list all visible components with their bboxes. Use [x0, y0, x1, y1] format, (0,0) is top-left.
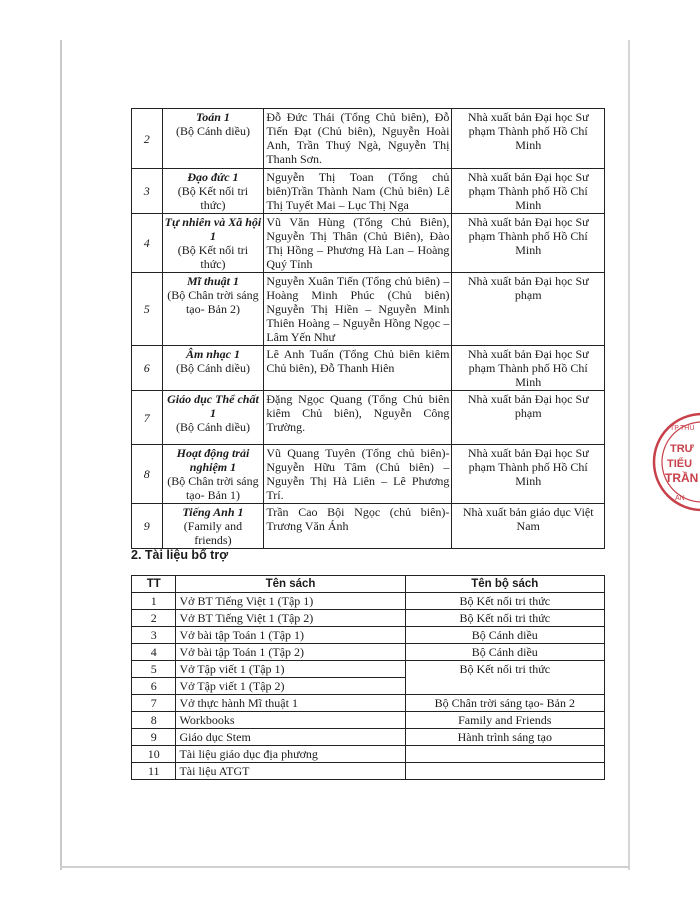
supplementary-table [131, 575, 605, 780]
row-number: 4 [132, 214, 163, 273]
subject-series: (Bộ Cánh diều) [175, 124, 250, 138]
row-number: 4 [132, 644, 176, 661]
publisher-cell: Nhà xuất bản Đại học Sư phạm Thành phố Hồ Chí Minh [452, 445, 605, 504]
book-name: Workbooks [176, 712, 405, 729]
row-number: 9 [132, 729, 176, 746]
subject-series: (Bộ Chân trời sáng tạo- Bản 2) [167, 288, 259, 316]
authors-cell: Lê Anh Tuấn (Tổng Chủ biên kiêm Chủ biên), Đỗ Thanh Hiên [264, 346, 452, 391]
table-row [132, 214, 605, 273]
publisher-cell: Nhà xuất bản Đại học Sư phạm Thành phố Hồ Chí Minh [452, 346, 605, 391]
row-number: 5 [132, 661, 176, 678]
book-name: Vở BT Tiếng Việt 1 (Tập 2) [176, 610, 405, 627]
book-name: Vở thực hành Mĩ thuật 1 [176, 695, 405, 712]
page-edge-bottom [60, 866, 630, 868]
table-row [132, 445, 605, 504]
table-row [132, 273, 605, 346]
subject-series: (Family and friends) [183, 519, 243, 547]
subject-cell [162, 391, 264, 445]
header-set-name: Tên bộ sách [405, 576, 604, 593]
page-edge-right [628, 40, 630, 870]
row-number: 8 [132, 445, 163, 504]
subject-series: (Bộ Cánh diều) [175, 361, 250, 375]
row-number: 10 [132, 746, 176, 763]
publisher-cell: Nhà xuất bản Đại học Sư phạm Thành phố Hồ Chí Minh [452, 109, 605, 169]
section-heading: 2. Tài liệu bổ trợ [131, 548, 229, 562]
book-name: Vở Tập viết 1 (Tập 2) [176, 678, 405, 695]
subject-series: (Bộ Chân trời sáng tạo- Bản 1) [167, 474, 259, 502]
subject-cell [162, 109, 264, 169]
publisher-cell: Nhà xuất bản Đại học Sư phạm Thành phố Hồ Chí Minh [452, 214, 605, 273]
subject-cell [162, 445, 264, 504]
publisher-cell: Nhà xuất bản Đại học Sư phạm [452, 273, 605, 346]
row-number: 6 [132, 678, 176, 695]
subject-name: Hoạt động trải nghiệm 1 [176, 446, 250, 474]
subject-name: Đạo đức 1 [187, 170, 239, 184]
row-number: 2 [132, 109, 163, 169]
table-row [132, 746, 605, 763]
book-name: Tài liệu ATGT [176, 763, 405, 780]
subject-name: Mĩ thuật 1 [186, 274, 239, 288]
row-number: 2 [132, 610, 176, 627]
book-name: Vở BT Tiếng Việt 1 (Tập 1) [176, 593, 405, 610]
authors-cell: Vũ Văn Hùng (Tổng Chủ Biên), Nguyễn Thị Thân (Chủ Biên), Đào Thị Hồng – Phương Hà Lan – Hoàng Quý Tỉnh [264, 214, 452, 273]
publisher-cell: Nhà xuất bản Đại học Sư phạm Thành phố Hồ Chí Minh [452, 169, 605, 214]
table-row [132, 644, 605, 661]
book-name: Vở Tập viết 1 (Tập 1) [176, 661, 405, 678]
table-row [132, 346, 605, 391]
header-book-name: Tên sách [176, 576, 405, 593]
subject-name: Toán 1 [196, 110, 230, 124]
authors-cell: Nguyễn Xuân Tiến (Tổng chủ biên) – Hoàng Minh Phúc (Chủ biên) Nguyễn Thị Hiền – Nguyễn Minh Thiên Hoàng – Nguyễn Hồng Ngọc – Lâm Yến Như [264, 273, 452, 346]
row-number: 7 [132, 695, 176, 712]
set-name: Bộ Cánh diều [405, 644, 604, 661]
subject-name: Giáo dục Thể chất 1 [167, 392, 259, 420]
header-tt: TT [132, 576, 176, 593]
row-number: 9 [132, 504, 163, 549]
subject-cell [162, 504, 264, 549]
row-number: 11 [132, 763, 176, 780]
subject-name: Tự nhiên và Xã hội 1 [164, 215, 262, 243]
set-name: Hành trình sáng tạo [405, 729, 604, 746]
authors-cell: Vũ Quang Tuyên (Tổng chủ biên)- Nguyễn Hữu Tâm (Chủ biên) – Nguyễn Thị Hà Liên – Lê Phương Trí. [264, 445, 452, 504]
school-stamp [640, 410, 700, 514]
table-row [132, 109, 605, 169]
table-row [132, 627, 605, 644]
table-row [132, 729, 605, 746]
subject-name: Tiếng Anh 1 [182, 505, 244, 519]
set-name: Bộ Kết nối tri thức [405, 610, 604, 627]
table-row [132, 695, 605, 712]
table-row [132, 593, 605, 610]
book-name: Tài liệu giáo dục địa phương [176, 746, 405, 763]
book-name: Giáo dục Stem [176, 729, 405, 746]
row-number: 1 [132, 593, 176, 610]
subject-cell [162, 169, 264, 214]
row-number: 7 [132, 391, 163, 445]
book-name: Vở bài tập Toán 1 (Tập 2) [176, 644, 405, 661]
set-name: Bộ Kết nối tri thức [405, 593, 604, 610]
subject-series: (Bộ Kết nối tri thức) [177, 243, 249, 271]
textbook-table [131, 108, 605, 549]
row-number: 8 [132, 712, 176, 729]
set-name: Bộ Chân trời sáng tạo- Bản 2 [405, 695, 604, 712]
set-name: Family and Friends [405, 712, 604, 729]
table-row [132, 610, 605, 627]
table-row [132, 712, 605, 729]
stamp-text: AN [675, 495, 685, 502]
authors-cell: Đặng Ngọc Quang (Tổng Chủ biên kiêm Chủ biên), Nguyễn Công Trường. [264, 391, 452, 445]
subject-series: (Bộ Kết nối tri thức) [177, 184, 249, 212]
authors-cell: Đỗ Đức Thái (Tổng Chủ biên), Đỗ Tiến Đạt (Chủ biên), Nguyễn Hoài Anh, Trần Thuý Ngà, Nguyễn Thị Thanh Sơn. [264, 109, 452, 169]
table-row [132, 504, 605, 549]
subject-cell [162, 273, 264, 346]
book-name: Vở bài tập Toán 1 (Tập 1) [176, 627, 405, 644]
row-number: 3 [132, 169, 163, 214]
subject-cell [162, 346, 264, 391]
stamp-text: TP.THỦ [670, 425, 695, 432]
table-header-row [132, 576, 605, 593]
set-name [405, 746, 604, 763]
page-edge-left [60, 40, 62, 870]
table-row [132, 763, 605, 780]
subject-series: (Bộ Cánh diều) [175, 420, 250, 434]
publisher-cell: Nhà xuất bản giáo dục Việt Nam [452, 504, 605, 549]
stamp-text: TIỂU [667, 458, 693, 470]
table-row [132, 661, 605, 678]
subject-cell [162, 214, 264, 273]
authors-cell: Nguyễn Thị Toan (Tổng chủ biên)Trần Thành Nam (Chủ biên) Lê Thị Tuyết Mai – Lục Thị Nga [264, 169, 452, 214]
set-name: Bộ Kết nối tri thức [405, 661, 604, 695]
row-number: 5 [132, 273, 163, 346]
publisher-cell: Nhà xuất bản Đại học Sư phạm [452, 391, 605, 445]
stamp-text: TRẦN [665, 471, 699, 485]
table-row [132, 391, 605, 445]
set-name: Bộ Cánh diều [405, 627, 604, 644]
authors-cell: Trần Cao Bội Ngọc (chủ biên)- Trương Văn Ánh [264, 504, 452, 549]
row-number: 3 [132, 627, 176, 644]
row-number: 6 [132, 346, 163, 391]
table-row [132, 169, 605, 214]
subject-name: Âm nhạc 1 [185, 347, 240, 361]
set-name [405, 763, 604, 780]
stamp-text: TRƯ [670, 443, 694, 455]
